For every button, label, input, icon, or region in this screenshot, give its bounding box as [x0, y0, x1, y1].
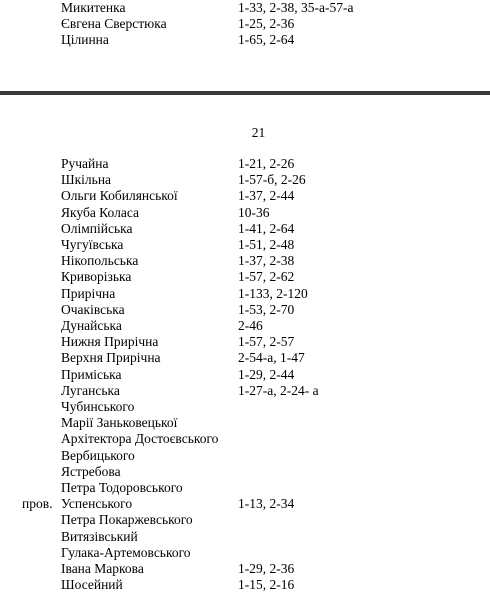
page-break-divider [0, 91, 490, 95]
street-row [0, 496, 490, 512]
street-name: Микитенка [61, 0, 126, 15]
house-range: 1-21, 2-26 [238, 156, 295, 171]
street-row [0, 577, 490, 593]
street-row [0, 16, 490, 32]
street-name: Приміська [61, 366, 122, 382]
street-row [0, 431, 490, 447]
street-row [0, 350, 490, 366]
street-row [0, 32, 490, 48]
street-row [0, 188, 490, 204]
street-row [0, 221, 490, 237]
street-name: Ручайна [61, 156, 109, 171]
street-name: Чубинського [61, 399, 135, 414]
page-number: 21 [251, 125, 266, 140]
house-range: 1-53, 2-70 [238, 301, 295, 317]
street-name: Вербицького [61, 447, 135, 463]
street-row [0, 318, 490, 334]
street-name: Івана Маркова [61, 561, 144, 576]
house-range: 1-51, 2-48 [238, 237, 295, 252]
street-row [0, 464, 490, 480]
house-range: 1-37, 2-44 [238, 188, 295, 204]
house-range: 1-29, 2-44 [238, 366, 295, 382]
street-name: Петра Тодоровського [61, 480, 183, 495]
street-name: Криворізька [61, 269, 132, 285]
street-row [0, 334, 490, 350]
street-row [0, 286, 490, 302]
street-row [0, 205, 490, 221]
house-range: 1-57, 2-57 [238, 334, 295, 350]
house-range: 1-133, 2-120 [238, 285, 308, 301]
street-name: Євгена Сверстюка [61, 16, 167, 31]
street-row [0, 399, 490, 415]
street-row [0, 561, 490, 577]
street-name: Гулака-Артемовського [61, 544, 191, 560]
street-row [0, 545, 490, 561]
street-name: Дунайська [61, 318, 122, 333]
house-range: 2-54-а, 1-47 [238, 350, 305, 366]
street-name: Нижня Прирічна [61, 334, 159, 350]
street-row [0, 415, 490, 431]
street-name: Успенського [61, 496, 133, 512]
street-name: Луганська [61, 382, 120, 398]
street-name: Якуба Коласа [61, 204, 139, 220]
street-row [0, 269, 490, 285]
house-range: 1-57-б, 2-26 [238, 172, 306, 188]
street-name: Архітектора Достоєвського [61, 431, 219, 447]
street-row [0, 529, 490, 545]
street-name: Ольги Кобилянської [61, 188, 178, 204]
street-row [0, 302, 490, 318]
street-row [0, 367, 490, 383]
street-name: Верхня Прирічна [61, 350, 161, 366]
street-row [0, 383, 490, 399]
street-name: Прирічна [61, 285, 116, 301]
house-range: 10-36 [238, 204, 270, 220]
street-name: Олімпійська [61, 220, 133, 236]
house-range: 1-57, 2-62 [238, 269, 295, 285]
house-range: 1-27-а, 2-24- а [238, 382, 319, 398]
street-name: Нікопольська [61, 253, 139, 269]
street-row [0, 237, 490, 253]
street-row [0, 253, 490, 269]
street-row [0, 172, 490, 188]
house-range: 1-65, 2-64 [238, 32, 295, 47]
street-name: Цілинна [61, 32, 109, 47]
street-name: Ястребова [61, 463, 121, 479]
street-row [0, 0, 490, 16]
street-name: Очаківська [61, 301, 125, 317]
street-row [0, 480, 490, 496]
house-range: 1-41, 2-64 [238, 220, 295, 236]
street-row [0, 512, 490, 528]
street-name: Шосейний [61, 577, 123, 593]
house-range: 1-25, 2-36 [238, 16, 295, 31]
street-name: Витязівський [61, 528, 138, 544]
street-row [0, 156, 490, 172]
street-name: Марії Заньковецької [61, 415, 178, 431]
street-name: Петра Покаржевського [61, 512, 193, 528]
street-row [0, 448, 490, 464]
street-name: Чугуївська [61, 237, 124, 252]
house-range: 2-46 [238, 318, 263, 333]
house-range: 1-29, 2-36 [238, 561, 295, 576]
house-range: 1-15, 2-16 [238, 577, 295, 593]
house-range: 1-33, 2-38, 35-а-57-а [238, 0, 354, 15]
street-name: Шкільна [61, 172, 112, 188]
street-prefix: пров. [22, 496, 53, 512]
house-range: 1-13, 2-34 [238, 496, 295, 512]
house-range: 1-37, 2-38 [238, 253, 295, 269]
